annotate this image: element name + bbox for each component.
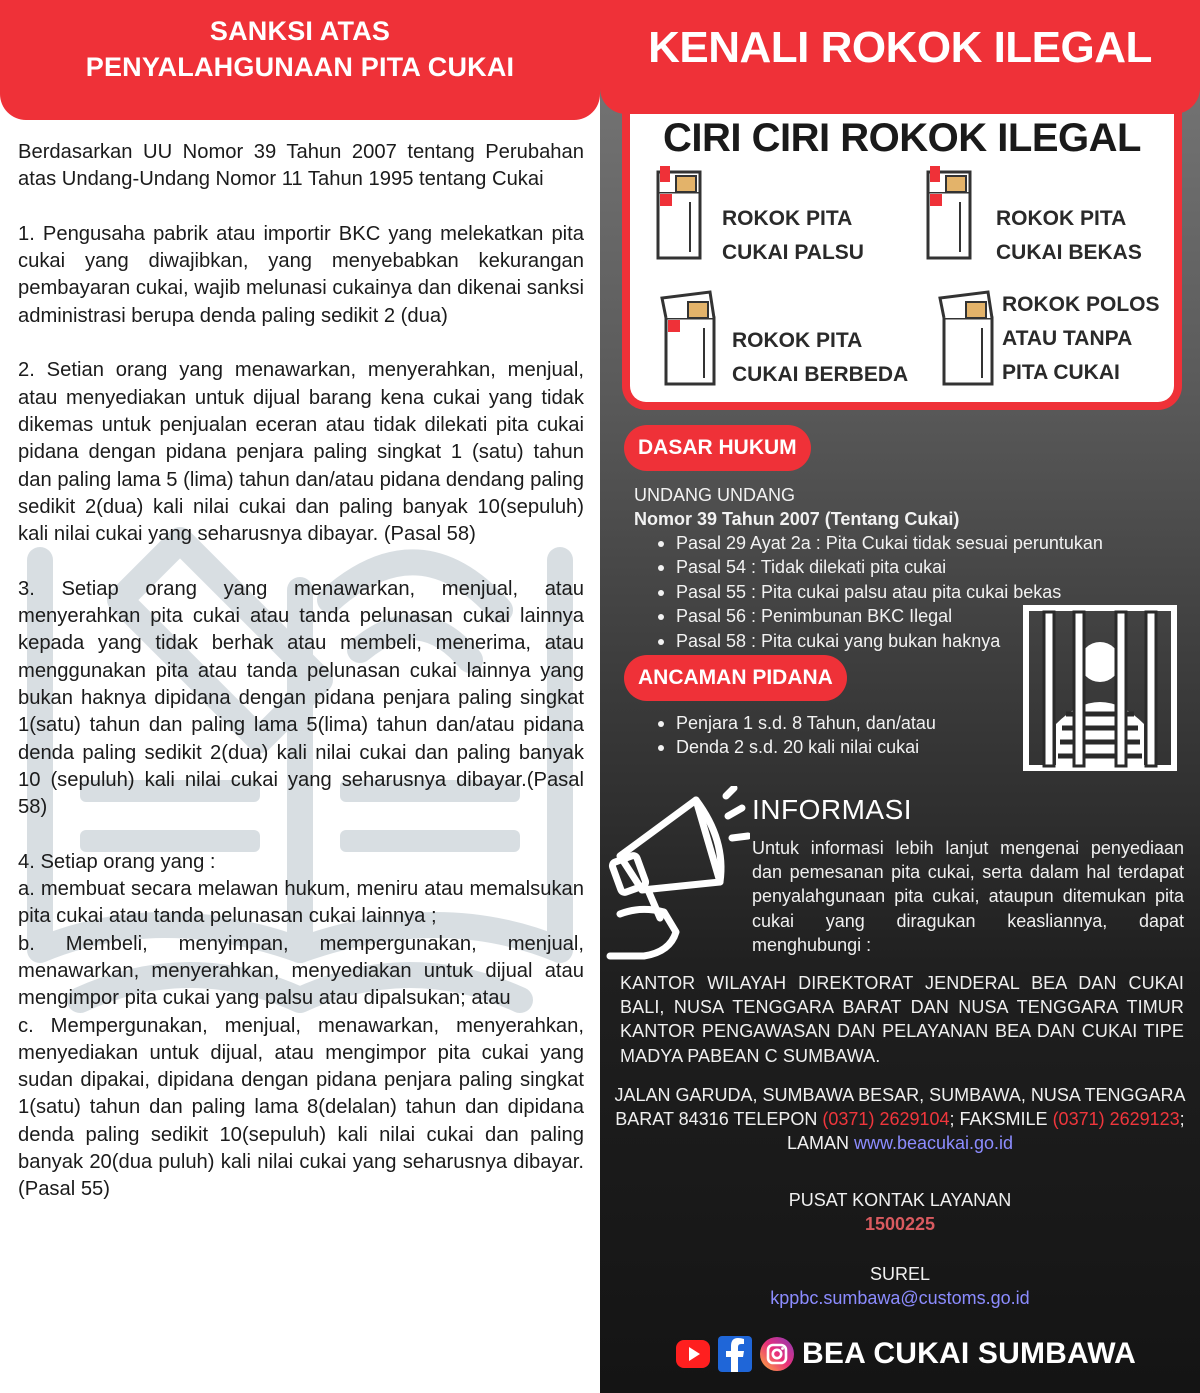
point-3: 3. Setiap orang yang menawarkan, menjual, atau menyerahkan pita cukai atau tanda pelunasan cukai lainnya kepada yang tidak berhak atau membeli, menerima, atau menggunakan pita atau tanda pelunasan cukai lainnya yang bukan haknya dipidana dengan pidana penjara paling singkat 1(satu) tahun dan paling lama 5(lima) tahun dan/atau pidana denda paling sedikit 2(dua) kali nilai cukai dan paling banyak 10 (sepuluh) kali nilai cukai yang seharusnya dibayar.(Pasal 58): [18, 577, 584, 819]
sanksi-body: [18, 139, 584, 1204]
alamat-part-2: ; FAKSMILE: [949, 1109, 1053, 1130]
surel-email-link[interactable]: kppbc.sumbawa@customs.go.id: [770, 1288, 1030, 1308]
brand-name: BEA CUKAI SUMBAWA: [802, 1337, 1136, 1370]
dasar-hukum-label: DASAR HUKUM: [624, 425, 811, 471]
ciri-item-3-line1: ROKOK PITA: [732, 329, 863, 352]
point-4-a: a. membuat secara melawan hukum, meniru atau memalsukan pita cukai atau tanda pelunasan cukai lainnya ;: [18, 878, 584, 928]
social-footer: [676, 1334, 1136, 1374]
ciri-item-2-line1: ROKOK PITA: [996, 207, 1127, 230]
ancaman-list: [634, 711, 1034, 760]
alamat-text: [614, 1083, 1186, 1156]
cigarette-pack-icon: [936, 286, 1002, 388]
ciri-item-2-line2: CUKAI BEKAS: [996, 241, 1142, 264]
intro-paragraph: Berdasarkan UU Nomor 39 Tahun 2007 tentang Perubahan atas Undang-Undang Nomor 11 Tahun 1995 tentang Cukai: [18, 141, 584, 191]
ciri-item-4-line2: ATAU TANPA: [1002, 327, 1133, 350]
surel-label: SUREL: [869, 1264, 931, 1284]
point-2: 2. Setian orang yang menawarkan, menyerahkan, menjual, atau menyediakan untuk dijual barang kena cukai yang tidak dikemas untuk penjualan eceran atau tidak dilekati pita cukai pidana dengan pidana penjara paling singkat 1 (satu) tahun dan paling lama 5 (lima) tahun dan/atau pidana dendang paling sedikit 2(dua) kali nilai cukai dan paling banyak 10(sepuluh) kali nilai cukai yang seharusnya dibayar. (Pasal 58): [18, 359, 584, 546]
ancaman-pidana-label: ANCAMAN PIDANA: [624, 655, 847, 701]
ciri-item-2: [996, 202, 1142, 270]
right-header: KENALI ROKOK ILEGAL: [600, 0, 1200, 114]
cigarette-pack-icon: [920, 162, 978, 262]
list-item: Pasal 29 Ayat 2a : Pita Cukai tidak sesuai peruntukan: [654, 531, 1174, 555]
alamat-part-1: JALAN GARUDA, SUMBAWA BESAR, SUMBAWA, NUSA TENGGARA BARAT 84316 TELEPON: [614, 1085, 1186, 1130]
megaphone-icon: [600, 786, 750, 961]
cigarette-pack-icon: [658, 286, 724, 388]
left-header-line2: PENYALAHGUNAAN PITA CUKAI: [85, 52, 515, 82]
dasar-lead: UNDANG UNDANG: [634, 485, 796, 505]
pusat-number[interactable]: 1500225: [864, 1214, 936, 1234]
prisoner-icon: [1022, 604, 1178, 772]
ciri-item-4-line3: PITA CUKAI: [1002, 361, 1120, 384]
ciri-item-1-line1: ROKOK PITA: [722, 207, 853, 230]
dasar-law: Nomor 39 Tahun 2007 (Tentang Cukai): [634, 509, 960, 529]
ciri-title: CIRI CIRI ROKOK ILEGAL: [663, 116, 1141, 160]
ciri-item-3: [732, 324, 908, 392]
ciri-card: [622, 98, 1182, 410]
point-4-head: 4. Setiap orang yang :: [18, 850, 216, 873]
point-4-b: b. Membeli, menyimpan, mempergunakan, menjual, menawarkan, menyerahkan, menyediakan untuk dijual atau mengimpor pita cukai yang palsu atau dipalsukan; atau: [18, 932, 584, 1010]
list-item: Penjara 1 s.d. 8 Tahun, dan/atau: [654, 711, 1034, 735]
right-panel: [600, 0, 1200, 1393]
pusat-label: PUSAT KONTAK LAYANAN: [788, 1190, 1012, 1210]
ciri-item-1-line2: CUKAI PALSU: [722, 241, 864, 264]
informasi-title: INFORMASI: [752, 794, 913, 825]
left-header-line1: SANKSI ATAS: [209, 16, 391, 46]
point-1: 1. Pengusaha pabrik atau importir BKC yang melekatkan pita cukai yang diwajibkan, yang menyebabkan kekurangan pembayaran cukai, wajib melunasi cukainya dan dikenai sanksi administrasi berupa denda paling sedikit 2 (dua): [18, 222, 584, 327]
list-item: Pasal 58 : Pita cukai yang bukan haknya: [654, 629, 1174, 653]
list-item: Pasal 54 : Tidak dilekati pita cukai: [654, 555, 1174, 579]
cigarette-pack-icon: [650, 162, 708, 262]
ciri-item-4-line1: ROKOK POLOS: [1002, 293, 1160, 316]
laman-link[interactable]: www.beacukai.go.id: [853, 1133, 1014, 1154]
youtube-icon[interactable]: [676, 1338, 710, 1370]
instagram-icon[interactable]: [760, 1337, 794, 1371]
facebook-icon[interactable]: [718, 1336, 752, 1372]
list-item: Pasal 56 : Penimbunan BKC Ilegal: [654, 604, 1174, 628]
point-4-c: c. Mempergunakan, menjual, menawarkan, menyerahkan, menyediakan untuk dijual, atau mengimpor pita cukai yang sudan dipakai, dipidana dengan pidana penjara paling singkat 1(satu) tahun dan paling lama 8(delalan) tahun dan dipidana denda paling sedikit 10(sepuluh) kali nilai cukai dan paling banyak 20(dua puluh) kali nilai cukai yang seharusnya dibayar. (Pasal 55): [18, 1014, 584, 1201]
faksmile-number[interactable]: (0371) 2629123: [1052, 1109, 1180, 1130]
list-item: Pasal 55 : Pita cukai palsu atau pita cukai bekas: [654, 580, 1174, 604]
informasi-text: Untuk informasi lebih lanjut mengenai penyediaan dan pemesanan pita cukai, serta dalam hal terdapat penyalahgunaan pita cukai, ataupun ditemukan pita cukai yang diragukan keasliannya, dapat menghubungi :: [752, 838, 1184, 955]
kantor-text: KANTOR WILAYAH DIREKTORAT JENDERAL BEA DAN CUKAI BALI, NUSA TENGGARA BARAT DAN NUSA TENGGARA TIMUR KANTOR PENGAWASAN DAN PELAYANAN BEA DAN CUKAI TIPE MADYA PABEAN C SUMBAWA.: [620, 973, 1184, 1066]
pusat-kontak: [600, 1188, 1200, 1236]
ciri-item-4: [1002, 288, 1160, 390]
left-header: [0, 0, 600, 120]
surel-block: [600, 1262, 1200, 1310]
list-item: Denda 2 s.d. 20 kali nilai cukai: [654, 735, 1034, 759]
telepon-number[interactable]: (0371) 2629104: [822, 1109, 950, 1130]
alamat-part-3: ; LAMAN: [786, 1109, 1185, 1154]
ciri-item-1: [722, 202, 864, 270]
ciri-item-3-line2: CUKAI BERBEDA: [732, 363, 909, 386]
